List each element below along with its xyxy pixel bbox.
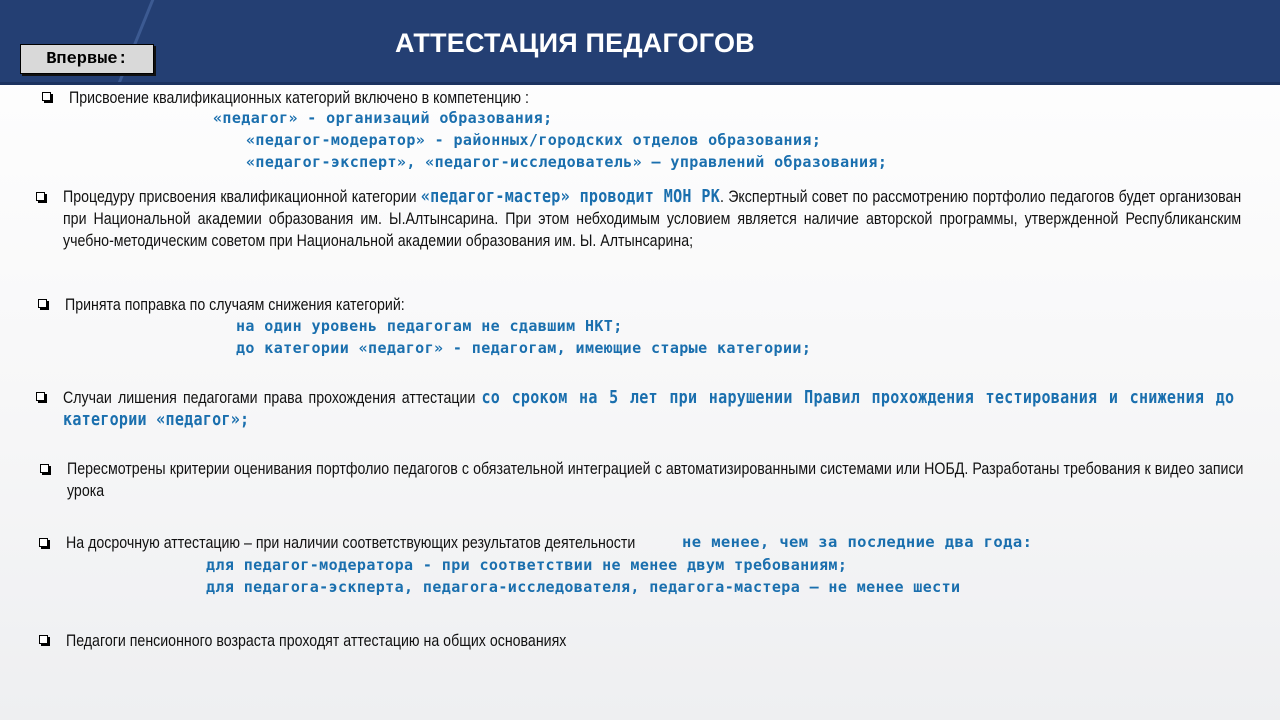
sub-item: «педагог-модератор» - районных/городских отделов образования; — [246, 131, 822, 149]
list-item — [66, 532, 728, 555]
sub-item: «педагог-эксперт», «педагог-исследователь» – управлений образования; — [246, 153, 888, 171]
item-text: Случаи лишения педагогами права прохождения аттестации — [63, 389, 482, 407]
list-item — [67, 458, 1244, 502]
page-title: АТТЕСТАЦИЯ ПЕДАГОГОВ — [395, 28, 755, 58]
bullet-icon — [39, 635, 48, 644]
bullet-icon — [36, 392, 45, 401]
list-item — [65, 294, 460, 317]
bullet-icon — [39, 538, 48, 547]
list-item — [63, 387, 1235, 431]
first-time-badge: Впервые: — [20, 44, 154, 74]
item-text: На досрочную аттестацию – при наличии соответствующих результатов деятельности — [66, 534, 636, 552]
sub-item: для педагог-модератора - при соответствии не менее двум требованиям; — [206, 556, 848, 574]
list-item — [69, 87, 604, 110]
item-text: Процедуру присвоения квалификационной категории — [63, 188, 421, 206]
bullet-icon — [40, 464, 49, 473]
item-text: Пересмотрены критерии оценивания портфолио педагогов с обязательной интеграцией с автоматизированными системами или НОБД. Разработаны требования к видео записи урока — [67, 460, 1244, 500]
sub-item: «педагог» - организаций образования; — [213, 109, 553, 127]
item-text-continued: . Экспертный совет по рассмотрению портфолио педагогов будет организован при Национальной академии образования им. Ы.Алтынсарина. При этом небходимым условием является наличие авторской программы, утвержденной Республиканским учебно-методическим советом при Национальной академии образования им. Ы. Алтынсарина; — [63, 188, 1242, 250]
bullet-icon — [38, 299, 47, 308]
sub-item: до категории «педагог» - педагогам, имеющие старые категории; — [236, 339, 812, 357]
list-item — [66, 630, 648, 653]
sub-item: на один уровень педагогам не сдавшим НКТ; — [236, 317, 623, 335]
header-bar — [0, 0, 1280, 85]
item-highlight: со сроком на 5 лет при нарушении Правил прохождения тестирования и снижения до категории «педагог»; — [63, 388, 1235, 430]
bullet-icon — [42, 92, 51, 101]
item-highlight: не менее, чем за последние два года: — [682, 533, 1033, 551]
list-item — [63, 186, 1242, 252]
item-text: Присвоение квалификационных категорий включено в компетенцию : — [69, 89, 529, 107]
item-text: Педагоги пенсионного возраста проходят аттестацию на общих основаниях — [66, 632, 567, 650]
bullet-icon — [36, 192, 45, 201]
sub-item: для педагога-эскперта, педагога-исследователя, педагога-мастера – не менее шести — [206, 578, 961, 596]
item-highlight: «педагог-мастер» проводит МОН РК — [420, 187, 721, 207]
item-text: Принята поправка по случаям снижения категорий: — [65, 296, 405, 314]
